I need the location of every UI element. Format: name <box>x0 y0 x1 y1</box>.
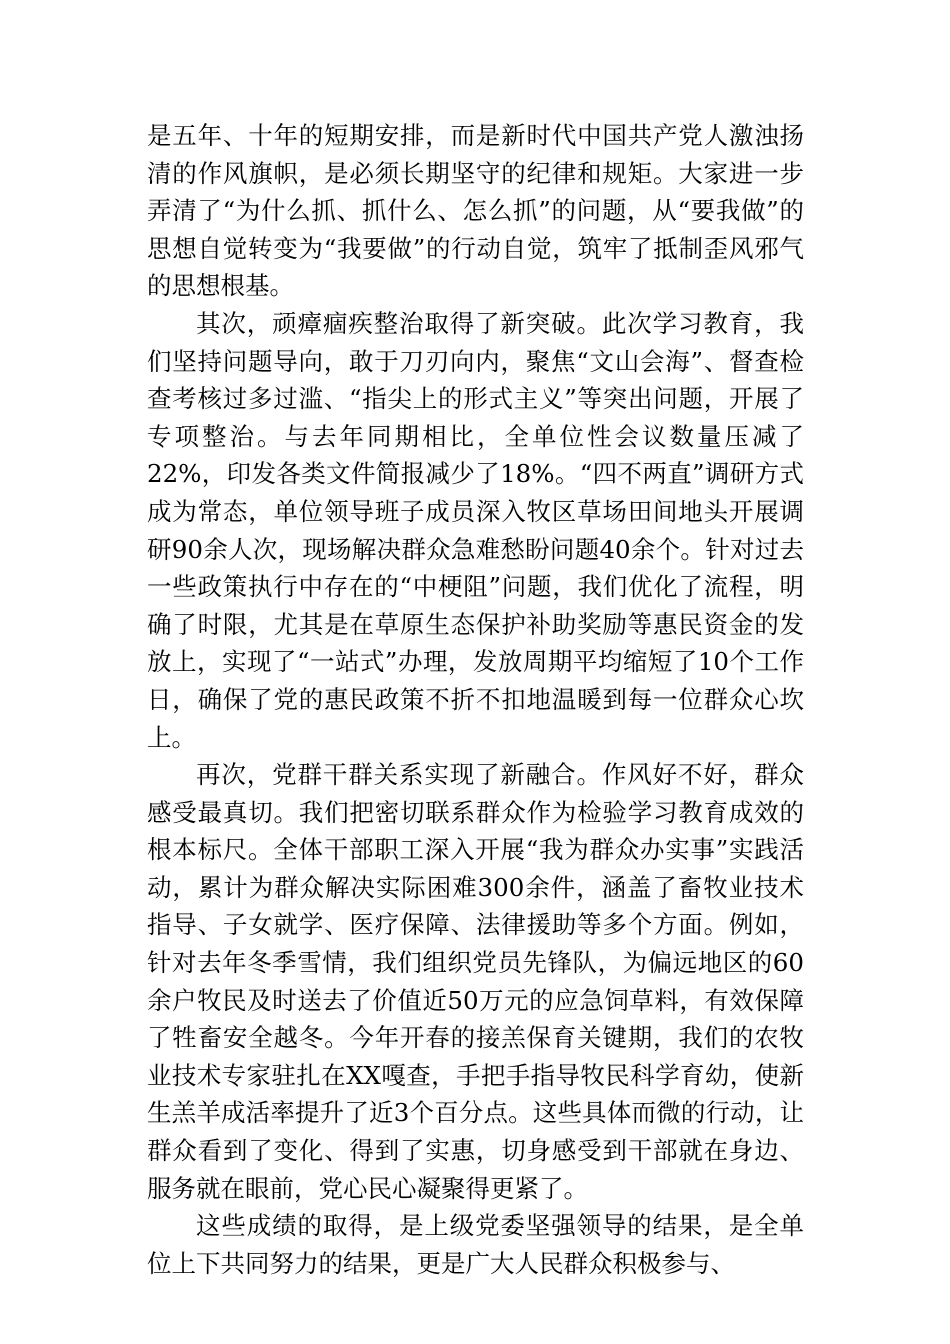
paragraph-achievements: 这些成绩的取得，是上级党委坚强领导的结果，是全单位上下共同努力的结果，更是广大人民群众积极参与、 <box>147 1211 804 1278</box>
document-body <box>147 117 804 1282</box>
paragraph-rectification: 其次，顽瘴痼疾整治取得了新突破。此次学习教育，我们坚持问题导向，敢于刀刃向内，聚焦“文山会海”、督查检查考核过多过滥、“指尖上的形式主义”等突出问题，开展了专项整治。与去年同期相比，全单位性会议数量压减了22%，印发各类文件简报减少了18%。“四不两直”调研方式成为常态，单位领导班子成员深入牧区草场田间地头开展调研90余人次，现场解决群众急难愁盼问题40余个。针对过去一些政策执行中存在的“中梗阻”问题，我们优化了流程，明确了时限，尤其是在草原生态保护补助奖励等惠民资金的发放上，实现了“一站式”办理，发放周期平均缩短了10个工作日，确保了党的惠民政策不折不扣地温暖到每一位群众心坎上。 <box>147 308 804 752</box>
paragraph-relations: 再次，党群干群关系实现了新融合。作风好不好，群众感受最真切。我们把密切联系群众作为检验学习教育成效的根本标尺。全体干部职工深入开展“我为群众办实事”实践活动，累计为群众解决实际困难300余件，涵盖了畜牧业技术指导、子女就学、医疗保障、法律援助等多个方面。例如，针对去年冬季雪情，我们组织党员先锋队，为偏远地区的60余户牧民及时送去了价值近50万元的应急饲草料，有效保障了牲畜安全越冬。今年开春的接羔保育关键期，我们的农牧业技术专家驻扎在XX嘎查，手把手指导牧民科学育幼，使新生羔羊成活率提升了近3个百分点。这些具体而微的行动，让群众看到了变化、得到了实惠，切身感受到干部就在身边、服务就在眼前，党心民心凝聚得更紧了。 <box>147 760 804 1203</box>
paragraph-continuation: 是五年、十年的短期安排，而是新时代中国共产党人激浊扬清的作风旗帜，是必须长期坚守的纪律和规矩。大家进一步弄清了“为什么抓、抓什么、怎么抓”的问题，从“要我做”的思想自觉转变为“我要做”的行动自觉，筑牢了抵制歪风邪气的思想根基。 <box>147 121 804 301</box>
